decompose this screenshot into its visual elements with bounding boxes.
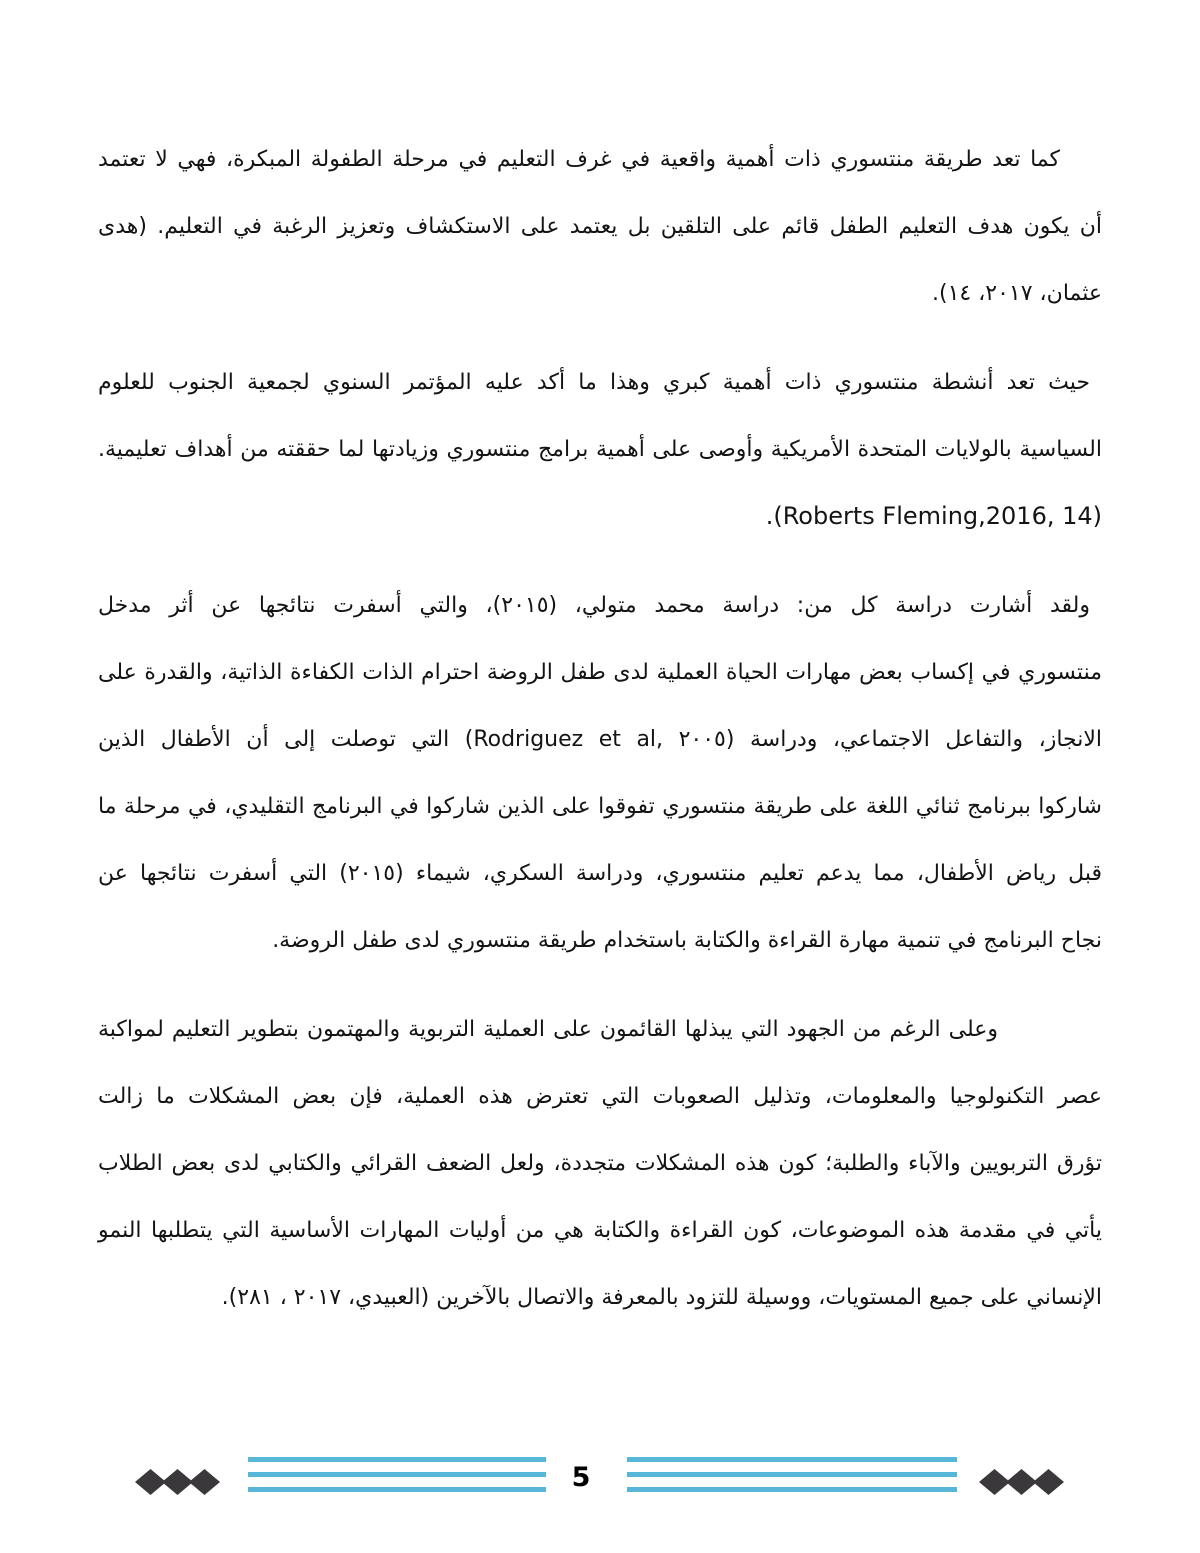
text-line: السياسية بالولايات المتحدة الأمريكية وأوصى على أهمية برامج منتسوري وزيادتها لما حققته من أهداف تعليمية. bbox=[98, 437, 1102, 462]
text-line: عصر التكنولوجيا والمعلومات، وتذليل الصعوبات التي تعترض هذه العملية، فإن بعض المشكلات ما زالت bbox=[98, 1084, 1102, 1109]
page-footer bbox=[0, 1450, 1200, 1510]
text-line: منتسوري في إكساب بعض مهارات الحياة العملية لدى طفل الروضة احترام الذات الكفاءة الذاتية، والقدرة على bbox=[98, 660, 1102, 685]
diamond-icon bbox=[189, 1469, 220, 1495]
footer-right-ornament bbox=[979, 1469, 1064, 1495]
text-line: تؤرق التربويين والآباء والطلبة؛ كون هذه المشكلات متجددة، ولعل الضعف القرائي والكتابي لدى بعض الطلاب bbox=[98, 1151, 1102, 1176]
diamond-icon bbox=[135, 1469, 166, 1495]
diamond-icon bbox=[162, 1469, 193, 1495]
paragraph bbox=[98, 996, 1102, 1331]
paragraph bbox=[98, 349, 1102, 550]
divider-line bbox=[627, 1457, 957, 1462]
text-line: الإنساني على جميع المستويات، ووسيلة للتزود بالمعرفة والاتصال بالآخرين (العبيدي، ٢٠١٧ ، ٢٨١). bbox=[221, 1285, 1102, 1310]
text-line: الانجاز، والتفاعل الاجتماعي، ودراسة ⁦(Rodriguez et al, ٢٠٠٥)⁩ التي توصلت إلى أن الأطفال الذين bbox=[98, 727, 1103, 752]
text-line-citation: .(Roberts Fleming,2016, 14) bbox=[765, 502, 1102, 530]
text-line: وعلى الرغم من الجهود التي يبذلها القائمون على العملية التربوية والمهتمون بتطوير التعليم لمواكبة bbox=[98, 1017, 998, 1042]
paragraph bbox=[98, 126, 1102, 327]
triple-line-divider bbox=[248, 1457, 546, 1502]
text-line: نجاح البرنامج في تنمية مهارة القراءة والكتابة باستخدام طريقة منتسوري لدى طفل الروضة. bbox=[272, 928, 1102, 953]
text-line: عثمان، ٢٠١٧، ١٤). bbox=[931, 281, 1102, 306]
divider-line bbox=[627, 1487, 957, 1492]
page-number: 5 bbox=[571, 1462, 591, 1493]
text-line: يأتي في مقدمة هذه الموضوعات، كون القراءة والكتابة هي من أوليات المهارات الأساسية التي يتطلبها النمو bbox=[98, 1218, 1102, 1243]
paragraph bbox=[98, 572, 1102, 974]
footer-left-ornament bbox=[135, 1469, 220, 1495]
divider-line bbox=[627, 1472, 957, 1477]
diamond-icon bbox=[979, 1469, 1010, 1495]
text-line: ولقد أشارت دراسة كل من: دراسة محمد متولي، (٢٠١٥)، والتي أسفرت نتائجها عن أثر مدخل bbox=[98, 593, 1090, 618]
triple-line-divider bbox=[627, 1457, 957, 1502]
diamond-icon bbox=[1006, 1469, 1037, 1495]
divider-line bbox=[248, 1457, 546, 1462]
text-line: شاركوا ببرنامج ثنائي اللغة على طريقة منتسوري تفوقوا على الذين شاركوا في البرنامج التقليدي، في مرحلة ما bbox=[98, 794, 1102, 819]
document-body bbox=[98, 126, 1102, 1353]
text-line: حيث تعد أنشطة منتسوري ذات أهمية كبري وهذا ما أكد عليه المؤتمر السنوي لجمعية الجنوب للعلوم bbox=[98, 370, 1090, 395]
divider-line bbox=[248, 1472, 546, 1477]
diamond-icon bbox=[1033, 1469, 1064, 1495]
text-line: أن يكون هدف التعليم الطفل قائم على التلقين بل يعتمد على الاستكشاف وتعزيز الرغبة في التعليم. (هدى bbox=[98, 214, 1102, 239]
text-line: قبل رياض الأطفال، مما يدعم تعليم منتسوري، ودراسة السكري، شيماء (٢٠١٥) التي أسفرت نتائجها عن bbox=[98, 861, 1102, 886]
text-line: كما تعد طريقة منتسوري ذات أهمية واقعية في غرف التعليم في مرحلة الطفولة المبكرة، فهي لا تعتمد bbox=[98, 147, 1060, 172]
divider-line bbox=[248, 1487, 546, 1492]
